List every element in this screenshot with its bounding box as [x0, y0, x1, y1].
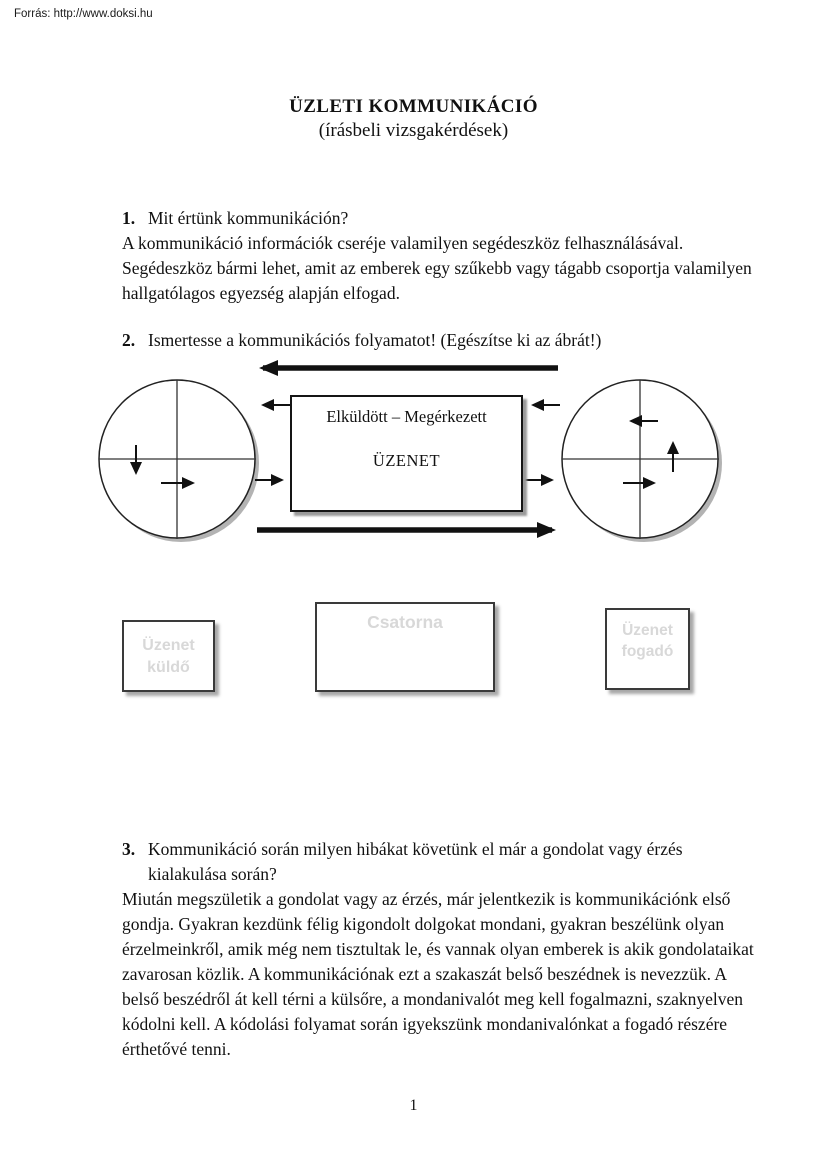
question-3-number: 3. — [122, 839, 136, 859]
message-box — [290, 395, 523, 512]
question-3-block — [122, 837, 754, 1062]
question-1-answer: A kommunikáció információk cseréje valamilyen segédeszköz felhasználásával. Segédeszköz bármi lehet, amit az emberek egy szűkebb vagy tágabb csoportja valamilyen hallgatólagos egyezség alapján elfogad. — [122, 233, 752, 303]
message-box-line1: Elküldött – Megérkezett — [326, 407, 487, 426]
page-subtitle: (írásbeli vizsgakérdések) — [318, 120, 509, 141]
receiver-answer-box: Üzenet fogadó — [605, 608, 690, 690]
question-3-answer: Miután megszületik a gondolat vagy az érzés, már jelentkezik is kommunikációnk első gondja. Gyakran kezdünk félig kigondolt dolgokat mondani, gyakran beszélünk olyan érzelmeinkről, amik még nem tisztultak le, és vannak olyan emberek is akik gondolataikat zavarosan közlik. A kommunikációnak ezt a szakaszát belső beszédnek is nevezzük. A belső beszédről át kell térni a külsőre, a mondanivalót meg kell fogalmazni, szaknyelven kódolni kell. A kódolási folyamat során igyekszünk mondanivalónkat a fogadó részére érthetővé tenni. — [122, 889, 754, 1059]
sender-answer-box: Üzenet küldő — [122, 620, 215, 692]
source-url: Forrás: http://www.doksi.hu — [14, 8, 153, 20]
message-box-line2: ÜZENET — [372, 451, 441, 470]
question-1-block — [122, 206, 754, 306]
title-block — [0, 96, 827, 142]
page-number: 1 — [409, 1097, 418, 1114]
question-3-text: Kommunikáció során milyen hibákat követünk el már a gondolat vagy érzés kialakulása során? — [148, 839, 683, 884]
question-1-heading — [122, 206, 754, 231]
question-2-text: Ismertesse a kommunikációs folyamatot! (Egészítse ki az ábrát!) — [148, 330, 602, 350]
question-3-heading — [122, 837, 754, 887]
question-2-number: 2. — [122, 330, 136, 350]
question-2-block — [122, 328, 754, 353]
question-1-number: 1. — [122, 208, 136, 228]
page-title: ÜZLETI KOMMUNIKÁCIÓ — [289, 96, 538, 117]
channel-answer-box: Csatorna — [315, 602, 495, 692]
question-2-heading — [122, 328, 754, 353]
question-1-text: Mit értünk kommunikáción? — [148, 208, 349, 228]
communication-process-diagram — [90, 355, 750, 550]
